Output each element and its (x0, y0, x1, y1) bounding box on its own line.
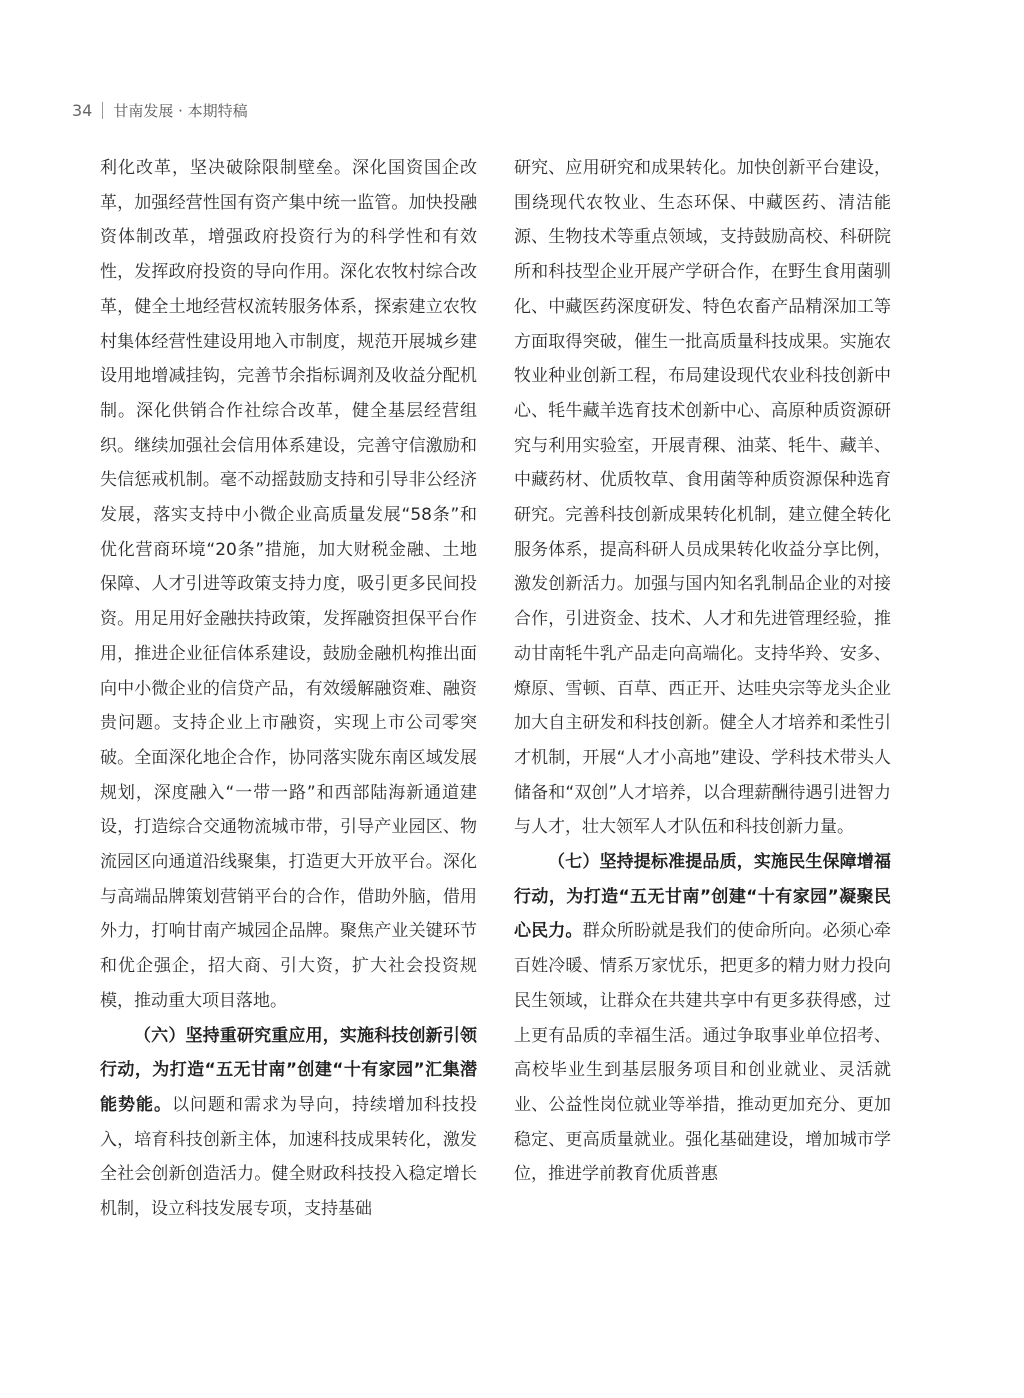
paragraph: 利化改革，坚决破除限制壁垒。深化国资国企改革，加强经营性国有资产集中统一监管。加快投融资体制改革，增强政府投资行为的科学性和有效性，发挥政府投资的导向作用。深化农牧村综合改革，健全土地经营权流转服务体系，探索建立农牧村集体经营性建设用地入市制度，规范开展城乡建设用地增减挂钩，完善节余指标调剂及收益分配机制。深化供销合作社综合改革，健全基层经营组织。继续加强社会信用体系建设，完善守信激励和失信惩戒机制。毫不动摇鼓励支持和引导非公经济发展，落实支持中小微企业高质量发展“58条”和优化营商环境“20条”措施，加大财税金融、土地保障、人才引进等政策支持力度，吸引更多民间投资。用足用好金融扶持政策，发挥融资担保平台作用，推进企业征信体系建设，鼓励金融机构推出面向中小微企业的信贷产品，有效缓解融资难、融资贵问题。支持企业上市融资，实现上市公司零突破。全面深化地企合作，协同落实陇东南区域发展规划，深度融入“一带一路”和西部陆海新通道建设，打造综合交通物流城市带，引导产业园区、物流园区向通道沿线聚集，打造更大开放平台。深化与高端品牌策划营销平台的合作，借助外脑，借用外力，打响甘南产城园企品牌。聚焦产业关键环节和优企强企，招大商、引大资，扩大社会投资规模，推动重大项目落地。 (100, 158, 477, 1011)
section-heading: （六）坚持重研究重应用，实施科技创新引领行动，为打造“五无甘南”创建“十有家园”汇集潜能势能。 (100, 1025, 477, 1115)
header-divider (102, 102, 103, 119)
paragraph (100, 1019, 477, 1227)
right-column (514, 151, 891, 1192)
section-title: 甘南发展 · 本期特稿 (113, 102, 248, 120)
page-number: 34 (72, 101, 93, 120)
section-heading: （七）坚持提标准提品质，实施民生保障增福行动，为打造“五无甘南”创建“十有家园”凝聚民心民力。 (514, 852, 891, 942)
paragraph-text: 群众所盼就是我们的使命所向。必须心牵百姓冷暖、情系万家忧乐，把更多的精力财力投向民生领域，让群众在共建共享中有更多获得感，过上更有品质的幸福生活。通过争取事业单位招考、高校毕业生到基层服务项目和创业就业、灵活就业、公益性岗位就业等举措，推动更加充分、更加稳定、更高质量就业。强化基础建设，增加城市学位，推进学前教育优质普惠 (514, 921, 892, 1185)
page-header (72, 100, 248, 121)
paragraph (514, 845, 891, 1192)
left-column (100, 151, 477, 1227)
paragraph: 研究、应用研究和成果转化。加快创新平台建设，围绕现代农牧业、生态环保、中藏医药、清洁能源、生物技术等重点领域，支持鼓励高校、科研院所和科技型企业开展产学研合作，在野生食用菌驯化、中藏医药深度研发、特色农畜产品精深加工等方面取得突破，催生一批高质量科技成果。实施农牧业种业创新工程，布局建设现代农业科技创新中心、牦牛藏羊选育技术创新中心、高原种质资源研究与利用实验室，开展青稞、油菜、牦牛、藏羊、中藏药材、优质牧草、食用菌等种质资源保种选育研究。完善科技创新成果转化机制，建立健全转化服务体系，提高科研人员成果转化收益分享比例，激发创新活力。加强与国内知名乳制品企业的对接合作，引进资金、技术、人才和先进管理经验，推动甘南牦牛乳产品走向高端化。支持华羚、安多、燎原、雪顿、百草、西正开、达哇央宗等龙头企业加大自主研发和科技创新。健全人才培养和柔性引才机制，开展“人才小高地”建设、学科技术带头人储备和“双创”人才培养，以合理薪酬待遇引进智力与人才，壮大领军人才队伍和科技创新力量。 (514, 158, 891, 838)
paragraph-text: 以问题和需求为导向，持续增加科技投入，培育科技创新主体，加速科技成果转化，激发全社会创新创造活力。健全财政科技投入稳定增长机制，设立科技发展专项，支持基础 (100, 1094, 477, 1220)
